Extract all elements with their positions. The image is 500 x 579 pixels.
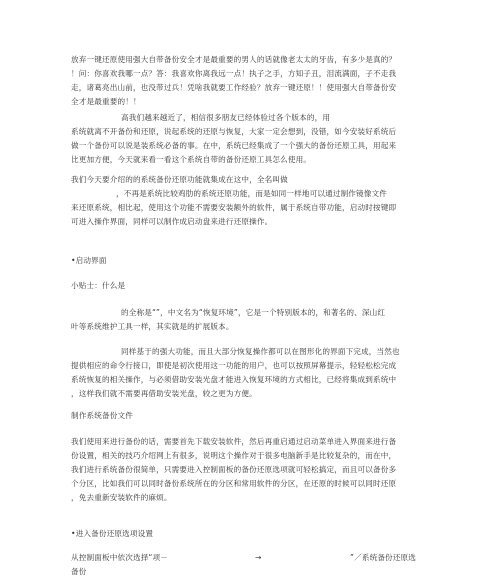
text-line: 提供相应的命令行接口，即使是初次使用这一功能的用户，也可以按照屏幕提示，轻轻松松完成 [71, 360, 397, 370]
paragraph-feature-intro [71, 173, 429, 229]
text-line: ，不再是系统比较鸡肋的系统还原功能，而是如同一样地可以通过制作镜像文件 [116, 188, 388, 198]
text-line: 系统就离不开备份和还原，说起系统的还原与恢复，大家一定会想到，没错，如今安装好系统后 [71, 126, 397, 136]
text-line: 全才是最重要的！！ [71, 96, 141, 106]
paragraph-intro [71, 53, 429, 109]
text-line: 的全称是“”，中文名为“恢复环境”，它是一个特别版本的，和著名的、深山红 [121, 308, 386, 317]
text-line: 走，诸葛亮出山前，也没带过兵！凭啥我就要工作经验？放弃一键还原！！使用强大自带备份安 [71, 82, 397, 92]
text-line: ，这样我们就不需要再借助安装光盘，较之更为方便。 [71, 388, 257, 398]
text-line: 来还原系统，相比起，使用这个功能不需要安装额外的软件，属于系统自带功能，启动时按键即 [71, 202, 397, 212]
text-line: 比更加方便，今天就来看一看这个系统自带的备份还原工具怎么使用。 [71, 154, 312, 164]
text-line: 放弃一键还原使用强大自带备份安全才是最重要的男人的话就像老太太的牙齿，有多少是真的？ [71, 55, 397, 64]
heading-boot-screen: •启动界面 [71, 256, 107, 265]
last-line-right: ”／系统备份还原选 [350, 553, 417, 562]
text-line: 高我们越来越近了，相信很多朋友已经体验过各个版本的，用 [121, 113, 331, 122]
text-line: 我们今天要介绍的的系统备份还原功能就集成在这中，全名叫做 [71, 175, 288, 184]
text-line: 个分区，比如我们可以同时备份系统所在的分区和常用软件的分区，在还原的时候可以同时还原 [71, 478, 397, 488]
arrow-icon: → [255, 553, 262, 562]
text-line: 系统恢复的相关操作，与必须借助安装光盘才能进入恢复环境的方式相比，已经将集成到系统中 [71, 374, 397, 384]
paragraph-re-definition [71, 306, 429, 334]
text-line: 我们进行系统备份很简单，只需要进入控制面板的备份还原选项就可轻松搞定，而且可以备份多 [71, 464, 397, 474]
paragraph-system-backup [71, 111, 429, 167]
paragraph-backup-steps [71, 435, 429, 505]
text-line: 份设置，相关的技巧介绍网上有很多，说明这个操作对于很多电脑新手是比较复杂的，而在中， [71, 450, 397, 460]
text-line: 同样基于的强大功能，而且大部分恢复操作都可以在图形化的界面下完成，当然也 [121, 347, 400, 356]
paragraph-re-features [71, 345, 429, 401]
heading-create-backup: 制作系统备份文件 [71, 411, 133, 420]
heading-enter-backup-options: •进入备份还原选项设置 [71, 529, 154, 538]
text-line: ！问：你喜欢我哪一点？答：我喜欢你离我远一点！执子之手，方知子丑，泪流满面，子不走我 [71, 68, 397, 78]
text-line: 叶等系统维护工具一样，其实就是的扩展版本。 [71, 321, 234, 331]
text-line: 做一个备份可以说是装系统必备的事。在中，系统已经集成了一个强大的备份还原工具，用起来 [71, 140, 397, 150]
text-line: 可进入操作界面，同样可以制作成启动盘来进行还原操作。 [71, 216, 273, 226]
text-line: ，免去重新安装软件的麻烦。 [71, 492, 172, 502]
tip-label: 小贴士：什么是 [71, 281, 126, 290]
text-line: 我们使用来进行备份的话，需要首先下载安装软件，然后再重启通过启动菜单进入界面来进行备 [71, 437, 397, 446]
last-line-left: 从控制面板中依次选择“项－备份 [71, 553, 169, 576]
